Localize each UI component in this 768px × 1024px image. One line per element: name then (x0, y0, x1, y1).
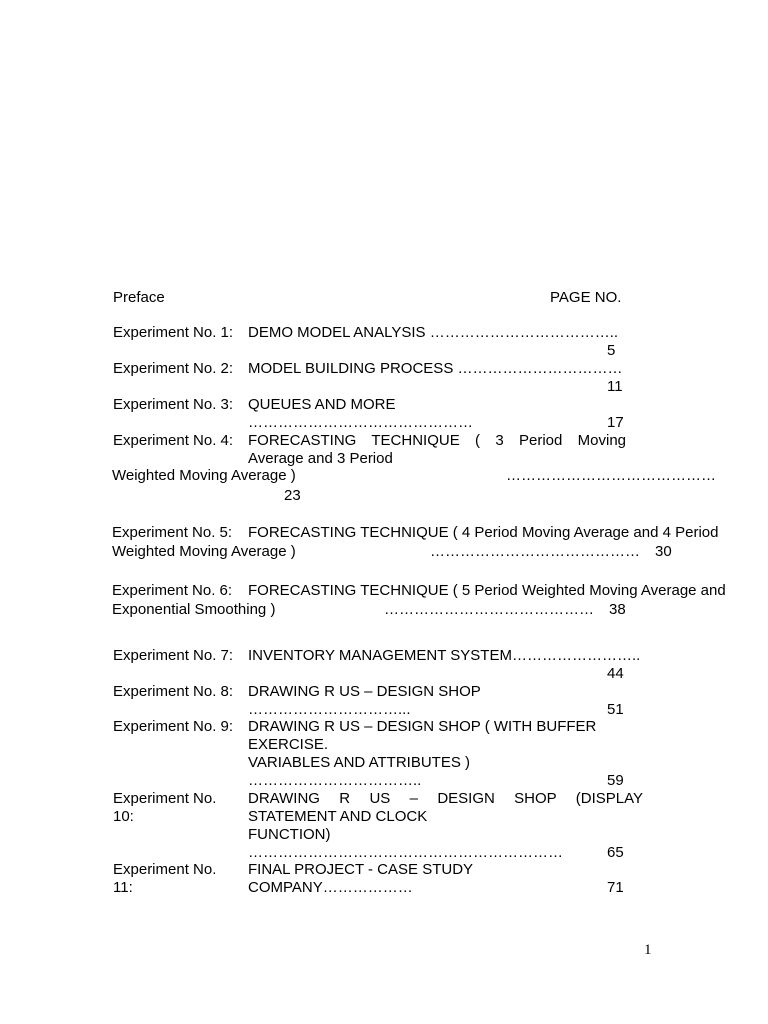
entry-page: 5 (607, 342, 616, 359)
entry-page: 59 (607, 772, 624, 789)
entry-title-line: EXERCISE. (248, 736, 329, 753)
entry-label: Experiment No. 7: (113, 647, 234, 664)
entry-page: 23 (284, 487, 301, 504)
entry-title: QUEUES AND MORE (248, 396, 396, 413)
entry-leader-dots: …………………………………… (384, 601, 594, 618)
entry-title-line: DRAWING R US – DESIGN SHOP ( WITH BUFFER (248, 718, 597, 735)
entry-label: Experiment No. 4: (113, 432, 234, 449)
entry-title-line: DRAWING R US – DESIGN SHOP (DISPLAY (248, 790, 643, 807)
entry-title-line: Average and 3 Period (248, 450, 393, 467)
entry-page: 44 (607, 665, 624, 682)
entry-leader-dots: ……………………………………………………… (248, 844, 563, 861)
entry-title-line: STATEMENT AND CLOCK (248, 808, 428, 825)
entry-page: 11 (607, 378, 623, 395)
entry-label: Experiment No. 6: (112, 582, 233, 599)
entry-label: Experiment No. 2: (113, 360, 234, 377)
entry-label-number: 10: (113, 808, 134, 825)
entry-page: 65 (607, 844, 624, 861)
entry-page: 30 (655, 543, 672, 560)
entry-title-line: FORECASTING TECHNIQUE ( 3 Period Moving (248, 432, 626, 449)
entry-label: Experiment No. 9: (113, 718, 234, 735)
entry-page: 38 (609, 601, 626, 618)
entry-title-line: Weighted Moving Average ) (112, 467, 296, 484)
entry-title-line: FUNCTION) (248, 826, 331, 843)
entry-title-line: FORECASTING TECHNIQUE ( 4 Period Moving Average and 4 Period (248, 524, 719, 541)
preface-label: Preface (113, 289, 165, 306)
entry-label: Experiment No. 1: (113, 324, 234, 341)
entry-page: 51 (607, 701, 624, 718)
entry-label: Experiment No. 8: (113, 683, 234, 700)
entry-label: Experiment No. 5: (112, 524, 233, 541)
entry-title-line: Exponential Smoothing ) (112, 601, 276, 618)
entry-page: 17 (607, 414, 624, 431)
entry-title: DEMO MODEL ANALYSIS ……………………………….. (248, 324, 619, 341)
entry-title-line: FORECASTING TECHNIQUE ( 5 Period Weighted Moving Average and (248, 582, 726, 599)
entry-title-line: VARIABLES AND ATTRIBUTES ) (248, 754, 470, 771)
entry-title-line: Weighted Moving Average ) (112, 543, 296, 560)
entry-label: Experiment No. 3: (113, 396, 234, 413)
footer-page-number: 1 (644, 942, 652, 958)
entry-leader-dots: …………………………….. (248, 772, 422, 789)
entry-leader-dots: …………………………………… (430, 543, 640, 560)
page-no-header: PAGE NO. (550, 289, 622, 306)
entry-title: MODEL BUILDING PROCESS …………………………… (248, 360, 623, 377)
entry-label: Experiment No. (113, 861, 217, 878)
entry-title: DRAWING R US – DESIGN SHOP (248, 683, 481, 700)
entry-leader-dots: …………………………………… (506, 467, 716, 484)
entry-title: INVENTORY MANAGEMENT SYSTEM…………………….. (248, 647, 641, 664)
entry-title-line: COMPANY……………… (248, 879, 413, 896)
entry-leader-dots: ……………………………………… (248, 414, 473, 431)
entry-page: 71 (607, 879, 624, 896)
entry-leader-dots: …………………………... (248, 701, 411, 718)
entry-label: Experiment No. (113, 790, 217, 807)
entry-title-line: FINAL PROJECT - CASE STUDY (248, 861, 474, 878)
entry-label-number: 11: (113, 879, 133, 896)
